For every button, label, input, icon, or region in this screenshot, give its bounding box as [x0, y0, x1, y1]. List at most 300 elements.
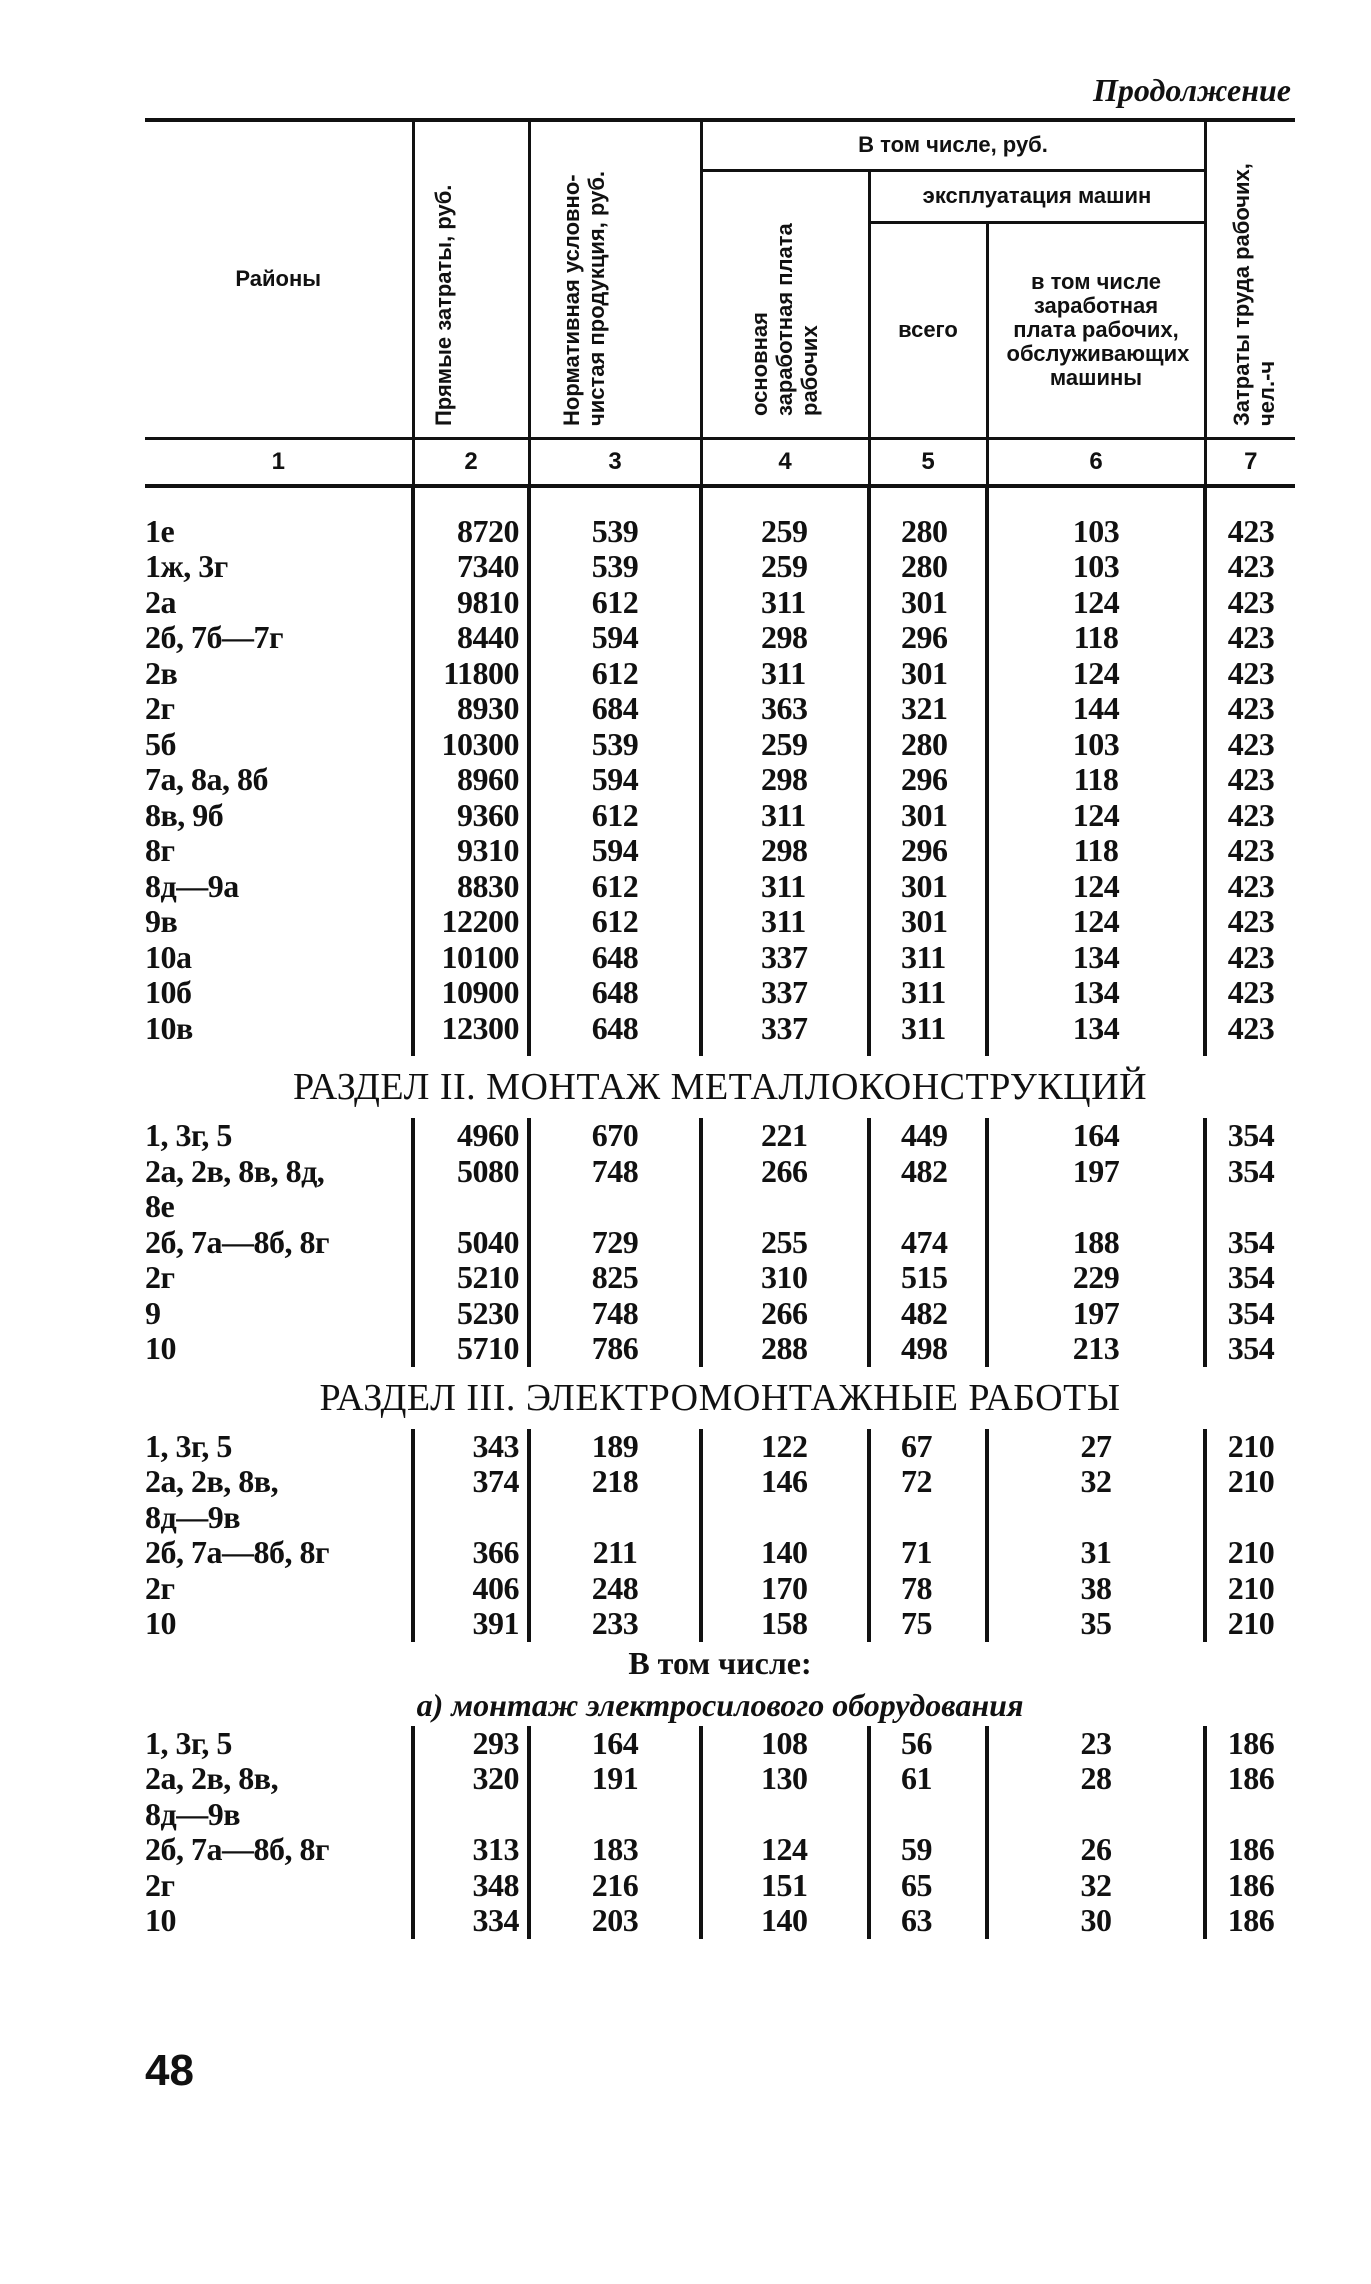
cell-machines-total: 482	[869, 1154, 987, 1190]
cell-base-wage: 298	[701, 833, 869, 869]
cell-labor-costs: 423	[1205, 727, 1295, 763]
page-number: 48	[145, 2046, 194, 2095]
cell-district: 2б, 7а—8б, 8г	[145, 1534, 330, 1570]
cell-base-wage: 151	[701, 1868, 869, 1904]
spacer-cell	[413, 1046, 529, 1056]
cell-normative-production: 612	[529, 798, 701, 834]
cell-normative-production: 648	[529, 940, 701, 976]
cell-district: 10б	[145, 974, 192, 1010]
cell-machine-wage: 28	[987, 1761, 1205, 1797]
cell-machine-wage: 144	[987, 691, 1205, 727]
table-row	[145, 1260, 1295, 1296]
cell-district: 7а, 8а, 8б	[145, 761, 268, 797]
spacer-cell	[529, 1046, 701, 1056]
cell-machines-total: 280	[869, 549, 987, 585]
cell-direct-costs: 348	[413, 1868, 529, 1904]
cell-base-wage: 108	[701, 1726, 869, 1762]
cell-normative-production: 191	[529, 1761, 701, 1797]
table-row	[145, 1832, 1295, 1868]
cell-normative-production: 216	[529, 1868, 701, 1904]
cell-machines-total: 72	[869, 1464, 987, 1500]
section2-heading	[145, 1056, 1295, 1118]
cell-district: 10	[145, 1902, 176, 1938]
spacer-row	[145, 1046, 1295, 1056]
col-number-6: 6	[987, 438, 1205, 486]
cell-direct-costs: 8440	[413, 620, 529, 656]
cell-machine-wage: 134	[987, 940, 1205, 976]
cell-labor-costs	[1205, 1500, 1295, 1536]
cell-direct-costs: 8720	[413, 514, 529, 550]
cell-machines-total: 482	[869, 1296, 987, 1332]
cell-labor-costs: 354	[1205, 1331, 1295, 1367]
cell-district: 2г	[145, 1569, 175, 1606]
cell-machines-total	[869, 1797, 987, 1833]
cell-normative-production: 189	[529, 1429, 701, 1465]
header-total: всего	[869, 222, 987, 438]
cell-base-wage: 266	[701, 1154, 869, 1190]
cell-district: 5б	[145, 725, 176, 762]
cell-labor-costs: 423	[1205, 620, 1295, 656]
cell-district: 10а	[145, 938, 192, 975]
cell-district: 2г	[145, 690, 175, 726]
cell-machine-wage: 32	[987, 1868, 1205, 1904]
cell-machines-total: 65	[869, 1868, 987, 1904]
cell-labor-costs: 423	[1205, 514, 1295, 550]
cell-labor-costs: 354	[1205, 1296, 1295, 1332]
cell-direct-costs: 406	[413, 1571, 529, 1607]
cell-base-wage: 310	[701, 1260, 869, 1296]
cell-direct-costs: 320	[413, 1761, 529, 1797]
cell-district: 10в	[145, 1009, 193, 1046]
cell-district: 2б, 7б—7г	[145, 619, 284, 655]
cell-direct-costs: 10900	[413, 975, 529, 1011]
cell-direct-costs: 313	[413, 1832, 529, 1868]
cell-base-wage: 311	[701, 904, 869, 940]
cell-machines-total: 56	[869, 1726, 987, 1762]
cell-district: 8д—9а	[145, 867, 239, 904]
table-row	[145, 1429, 1295, 1465]
cell-base-wage: 311	[701, 798, 869, 834]
spacer-cell	[869, 1046, 987, 1056]
cell-labor-costs: 423	[1205, 940, 1295, 976]
cell-normative-production: 594	[529, 620, 701, 656]
cell-district: 2г	[145, 1259, 175, 1295]
cell-machine-wage: 30	[987, 1903, 1205, 1939]
header-labor-cell	[1205, 120, 1295, 438]
spacer-cell	[701, 1046, 869, 1056]
cell-machine-wage: 118	[987, 620, 1205, 656]
cell-direct-costs: 9360	[413, 798, 529, 834]
cell-labor-costs: 354	[1205, 1154, 1295, 1190]
cell-normative-production	[529, 1797, 701, 1833]
cell-machine-wage: 32	[987, 1464, 1205, 1500]
cell-machine-wage: 134	[987, 975, 1205, 1011]
cell-direct-costs: 293	[413, 1726, 529, 1762]
cell-direct-costs: 374	[413, 1464, 529, 1500]
cell-labor-costs: 423	[1205, 798, 1295, 834]
cell-machines-total: 498	[869, 1331, 987, 1367]
spacer-cell	[145, 1046, 413, 1056]
cell-district: 10	[145, 1330, 176, 1366]
spacer-cell	[701, 486, 869, 514]
cell-direct-costs: 5230	[413, 1296, 529, 1332]
cell-base-wage: 259	[701, 727, 869, 763]
cell-normative-production: 233	[529, 1606, 701, 1642]
cell-machine-wage: 164	[987, 1118, 1205, 1154]
subsection-body	[145, 1726, 1295, 1939]
cell-base-wage: 130	[701, 1761, 869, 1797]
cell-labor-costs: 354	[1205, 1118, 1295, 1154]
cell-normative-production: 203	[529, 1903, 701, 1939]
cell-labor-costs: 186	[1205, 1832, 1295, 1868]
table-row	[145, 1797, 1295, 1833]
subsection-title: В том числе:	[628, 1644, 812, 1681]
cell-machine-wage: 197	[987, 1296, 1205, 1332]
cell-base-wage: 311	[701, 869, 869, 905]
spacer-cell	[413, 486, 529, 514]
section3-body	[145, 1429, 1295, 1642]
cell-machines-total: 474	[869, 1225, 987, 1261]
col-number-7: 7	[1205, 438, 1295, 486]
table-row	[145, 656, 1295, 692]
cell-district: 1, 3г, 5	[145, 1117, 232, 1153]
cell-normative-production: 648	[529, 975, 701, 1011]
cell-labor-costs: 210	[1205, 1464, 1295, 1500]
section3-title: РАЗДЕЛ III. ЭЛЕКТРОМОНТАЖНЫЕ РАБОТЫ	[319, 1376, 1121, 1419]
subsection-heading	[145, 1642, 1295, 1684]
cell-district: 2а, 2в, 8в,	[145, 1760, 279, 1796]
cell-base-wage: 170	[701, 1571, 869, 1607]
cell-base-wage: 337	[701, 1011, 869, 1047]
cell-direct-costs: 5040	[413, 1225, 529, 1261]
cell-labor-costs: 210	[1205, 1535, 1295, 1571]
cell-normative-production: 684	[529, 691, 701, 727]
header-wage-cell	[701, 170, 869, 438]
cell-district: 10	[145, 1605, 176, 1641]
cell-machine-wage: 188	[987, 1225, 1205, 1261]
header-group-top: В том числе, руб.	[701, 120, 1205, 170]
cell-direct-costs: 12200	[413, 904, 529, 940]
cell-machine-wage: 31	[987, 1535, 1205, 1571]
cell-machines-total: 63	[869, 1903, 987, 1939]
cell-machines-total: 515	[869, 1260, 987, 1296]
cell-machine-wage: 134	[987, 1011, 1205, 1047]
cell-normative-production: 825	[529, 1260, 701, 1296]
table-row	[145, 833, 1295, 869]
subsection-italic-title: а) монтаж электросилового оборудования	[416, 1686, 1024, 1723]
cell-labor-costs: 186	[1205, 1726, 1295, 1762]
table-row	[145, 975, 1295, 1011]
cell-normative-production: 164	[529, 1726, 701, 1762]
cell-machine-wage: 26	[987, 1832, 1205, 1868]
cell-direct-costs	[413, 1189, 529, 1225]
cell-machine-wage: 229	[987, 1260, 1205, 1296]
table-header	[145, 120, 1295, 486]
cell-labor-costs: 210	[1205, 1606, 1295, 1642]
cell-normative-production	[529, 1500, 701, 1536]
table-row	[145, 1535, 1295, 1571]
cell-machine-wage: 38	[987, 1571, 1205, 1607]
cell-base-wage: 259	[701, 514, 869, 550]
cell-base-wage	[701, 1797, 869, 1833]
spacer-cell	[1205, 486, 1295, 514]
cell-direct-costs: 7340	[413, 549, 529, 585]
spacer-cell	[987, 1046, 1205, 1056]
cell-direct-costs	[413, 1500, 529, 1536]
cell-machine-wage: 103	[987, 727, 1205, 763]
data-table	[145, 118, 1295, 1939]
column-number-row	[145, 438, 1295, 486]
header-machine-wage: в том числе заработная плата рабочих, обслуживающих машины	[987, 222, 1205, 438]
cell-direct-costs: 343	[413, 1429, 529, 1465]
cell-labor-costs: 423	[1205, 585, 1295, 621]
cell-labor-costs	[1205, 1797, 1295, 1833]
table-row	[145, 1011, 1295, 1047]
table-row	[145, 869, 1295, 905]
cell-normative-production: 594	[529, 833, 701, 869]
cell-base-wage: 266	[701, 1296, 869, 1332]
cell-base-wage: 140	[701, 1903, 869, 1939]
cell-machine-wage: 27	[987, 1429, 1205, 1465]
cell-normative-production: 612	[529, 585, 701, 621]
cell-machines-total: 296	[869, 833, 987, 869]
cell-base-wage: 221	[701, 1118, 869, 1154]
cell-machines-total: 311	[869, 975, 987, 1011]
table-row	[145, 1868, 1295, 1904]
cell-machine-wage: 197	[987, 1154, 1205, 1190]
spacer-cell	[869, 486, 987, 514]
cell-normative-production: 539	[529, 727, 701, 763]
cell-labor-costs: 186	[1205, 1903, 1295, 1939]
cell-normative-production: 248	[529, 1571, 701, 1607]
cell-machines-total: 301	[869, 656, 987, 692]
table-row	[145, 691, 1295, 727]
section2-title: РАЗДЕЛ II. МОНТАЖ МЕТАЛЛОКОНСТРУКЦИЙ	[292, 1066, 1148, 1108]
cell-normative-production: 183	[529, 1832, 701, 1868]
cell-labor-costs: 423	[1205, 869, 1295, 905]
cell-normative-production: 612	[529, 869, 701, 905]
cell-normative-production: 729	[529, 1225, 701, 1261]
col-number-2: 2	[413, 438, 529, 486]
cell-base-wage: 311	[701, 656, 869, 692]
cell-machines-total	[869, 1189, 987, 1225]
cell-district: 1ж, 3г	[145, 548, 228, 584]
col-number-1: 1	[145, 438, 413, 486]
cell-machines-total: 75	[869, 1606, 987, 1642]
table-row	[145, 940, 1295, 976]
table-row	[145, 1464, 1295, 1500]
cell-normative-production: 539	[529, 549, 701, 585]
table-row	[145, 1189, 1295, 1225]
table-row	[145, 1296, 1295, 1332]
cell-machines-total: 280	[869, 514, 987, 550]
cell-base-wage: 363	[701, 691, 869, 727]
cell-base-wage: 288	[701, 1331, 869, 1367]
cell-district: 2а	[145, 583, 176, 620]
cell-direct-costs: 366	[413, 1535, 529, 1571]
cell-base-wage: 298	[701, 762, 869, 798]
continuation-label: Продолжение	[1093, 72, 1291, 108]
section1-body	[145, 486, 1295, 1057]
cell-machine-wage: 213	[987, 1331, 1205, 1367]
spacer-cell	[987, 486, 1205, 514]
cell-machines-total: 78	[869, 1571, 987, 1607]
cell-normative-production: 748	[529, 1154, 701, 1190]
cell-labor-costs: 354	[1205, 1225, 1295, 1261]
cell-machine-wage	[987, 1189, 1205, 1225]
cell-district: 2г	[145, 1866, 175, 1903]
cell-district: 1, 3г, 5	[145, 1724, 232, 1761]
cell-labor-costs: 423	[1205, 975, 1295, 1011]
cell-labor-costs: 423	[1205, 549, 1295, 585]
subsection-italic-heading	[145, 1684, 1295, 1726]
col-number-4: 4	[701, 438, 869, 486]
cell-base-wage	[701, 1500, 869, 1536]
cell-labor-costs	[1205, 1189, 1295, 1225]
cell-machine-wage: 124	[987, 869, 1205, 905]
cell-machines-total: 280	[869, 727, 987, 763]
table-row	[145, 1154, 1295, 1190]
cell-district: 8г	[145, 832, 175, 868]
cell-labor-costs: 210	[1205, 1571, 1295, 1607]
table-row	[145, 904, 1295, 940]
cell-normative-production: 612	[529, 904, 701, 940]
cell-direct-costs: 5210	[413, 1260, 529, 1296]
cell-machines-total: 311	[869, 940, 987, 976]
col-number-5: 5	[869, 438, 987, 486]
cell-machine-wage: 103	[987, 549, 1205, 585]
cell-district: 2б, 7а—8б, 8г	[145, 1223, 330, 1260]
header-districts: Районы	[145, 120, 413, 438]
cell-district: 2а, 2в, 8в, 8д,	[145, 1152, 325, 1189]
cell-labor-costs: 423	[1205, 656, 1295, 692]
cell-labor-costs: 423	[1205, 904, 1295, 940]
header-base-wage: основная заработная плата рабочих	[746, 223, 822, 416]
table-row	[145, 1726, 1295, 1762]
section3-heading	[145, 1367, 1295, 1429]
table-row	[145, 1225, 1295, 1261]
cell-direct-costs: 10100	[413, 940, 529, 976]
header-machines-group: эксплуатация машин	[869, 170, 1205, 222]
table-row	[145, 514, 1295, 550]
cell-base-wage: 259	[701, 549, 869, 585]
cell-labor-costs: 354	[1205, 1260, 1295, 1296]
table-row	[145, 1903, 1295, 1939]
cell-normative-production: 748	[529, 1296, 701, 1332]
cell-direct-costs: 11800	[413, 656, 529, 692]
cell-labor-costs: 423	[1205, 833, 1295, 869]
cell-district: 9	[145, 1294, 161, 1331]
cell-base-wage: 122	[701, 1429, 869, 1465]
table-row	[145, 1571, 1295, 1607]
table-row	[145, 1500, 1295, 1536]
cell-machines-total: 301	[869, 869, 987, 905]
cell-machines-total: 296	[869, 762, 987, 798]
cell-machine-wage	[987, 1500, 1205, 1536]
header-normative-cell	[529, 120, 701, 438]
cell-direct-costs: 5080	[413, 1154, 529, 1190]
table-row	[145, 1761, 1295, 1797]
cell-district: 9в	[145, 903, 178, 939]
cell-machines-total: 301	[869, 585, 987, 621]
table-row	[145, 727, 1295, 763]
table-row	[145, 798, 1295, 834]
cell-machine-wage: 124	[987, 656, 1205, 692]
cell-base-wage: 158	[701, 1606, 869, 1642]
spacer-cell	[529, 486, 701, 514]
cell-machines-total: 71	[869, 1535, 987, 1571]
cell-district: 1, 3г, 5	[145, 1427, 232, 1464]
cell-direct-costs: 8930	[413, 691, 529, 727]
cell-machine-wage: 124	[987, 585, 1205, 621]
cell-direct-costs: 9810	[413, 585, 529, 621]
cell-normative-production: 594	[529, 762, 701, 798]
table-row	[145, 585, 1295, 621]
cell-district: 1е	[145, 512, 175, 549]
table-row	[145, 1606, 1295, 1642]
cell-machine-wage: 118	[987, 762, 1205, 798]
cell-direct-costs: 5710	[413, 1331, 529, 1367]
cell-labor-costs: 186	[1205, 1868, 1295, 1904]
cell-normative-production: 670	[529, 1118, 701, 1154]
cell-direct-costs: 10300	[413, 727, 529, 763]
spacer-row	[145, 486, 1295, 514]
cell-district: 8д—9в	[145, 1498, 240, 1535]
header-labor-costs: Затраты труда рабочих, чел.-ч	[1228, 163, 1279, 427]
cell-district: 8е	[145, 1188, 175, 1224]
cell-district: 2а, 2в, 8в,	[145, 1463, 279, 1499]
cell-labor-costs: 423	[1205, 762, 1295, 798]
cell-base-wage: 337	[701, 975, 869, 1011]
section2-body	[145, 1118, 1295, 1367]
cell-machine-wage: 103	[987, 514, 1205, 550]
cell-machines-total: 311	[869, 1011, 987, 1047]
cell-district: 2в	[145, 654, 178, 691]
cell-machines-total: 67	[869, 1429, 987, 1465]
cell-machine-wage: 35	[987, 1606, 1205, 1642]
cell-district: 2б, 7а—8б, 8г	[145, 1831, 330, 1867]
cell-normative-production: 648	[529, 1011, 701, 1047]
header-direct-costs-cell	[413, 120, 529, 438]
cell-direct-costs: 4960	[413, 1118, 529, 1154]
cell-machine-wage	[987, 1797, 1205, 1833]
cell-machines-total: 296	[869, 620, 987, 656]
cell-labor-costs: 186	[1205, 1761, 1295, 1797]
cell-normative-production: 786	[529, 1331, 701, 1367]
col-number-3: 3	[529, 438, 701, 486]
cell-base-wage: 298	[701, 620, 869, 656]
cell-machine-wage: 124	[987, 904, 1205, 940]
cell-district: 8д—9в	[145, 1795, 240, 1832]
cell-direct-costs	[413, 1797, 529, 1833]
table-row	[145, 620, 1295, 656]
table-row	[145, 762, 1295, 798]
cell-normative-production	[529, 1189, 701, 1225]
cell-base-wage: 146	[701, 1464, 869, 1500]
cell-base-wage: 337	[701, 940, 869, 976]
header-direct-costs: Прямые затраты, руб.	[430, 184, 456, 427]
cell-direct-costs: 8960	[413, 762, 529, 798]
cell-normative-production: 612	[529, 656, 701, 692]
cell-direct-costs: 8830	[413, 869, 529, 905]
cell-machines-total	[869, 1500, 987, 1536]
cell-normative-production: 539	[529, 514, 701, 550]
cell-machine-wage: 118	[987, 833, 1205, 869]
cell-labor-costs: 423	[1205, 691, 1295, 727]
cell-machines-total: 59	[869, 1832, 987, 1868]
cell-labor-costs: 423	[1205, 1011, 1295, 1047]
cell-direct-costs: 9310	[413, 833, 529, 869]
